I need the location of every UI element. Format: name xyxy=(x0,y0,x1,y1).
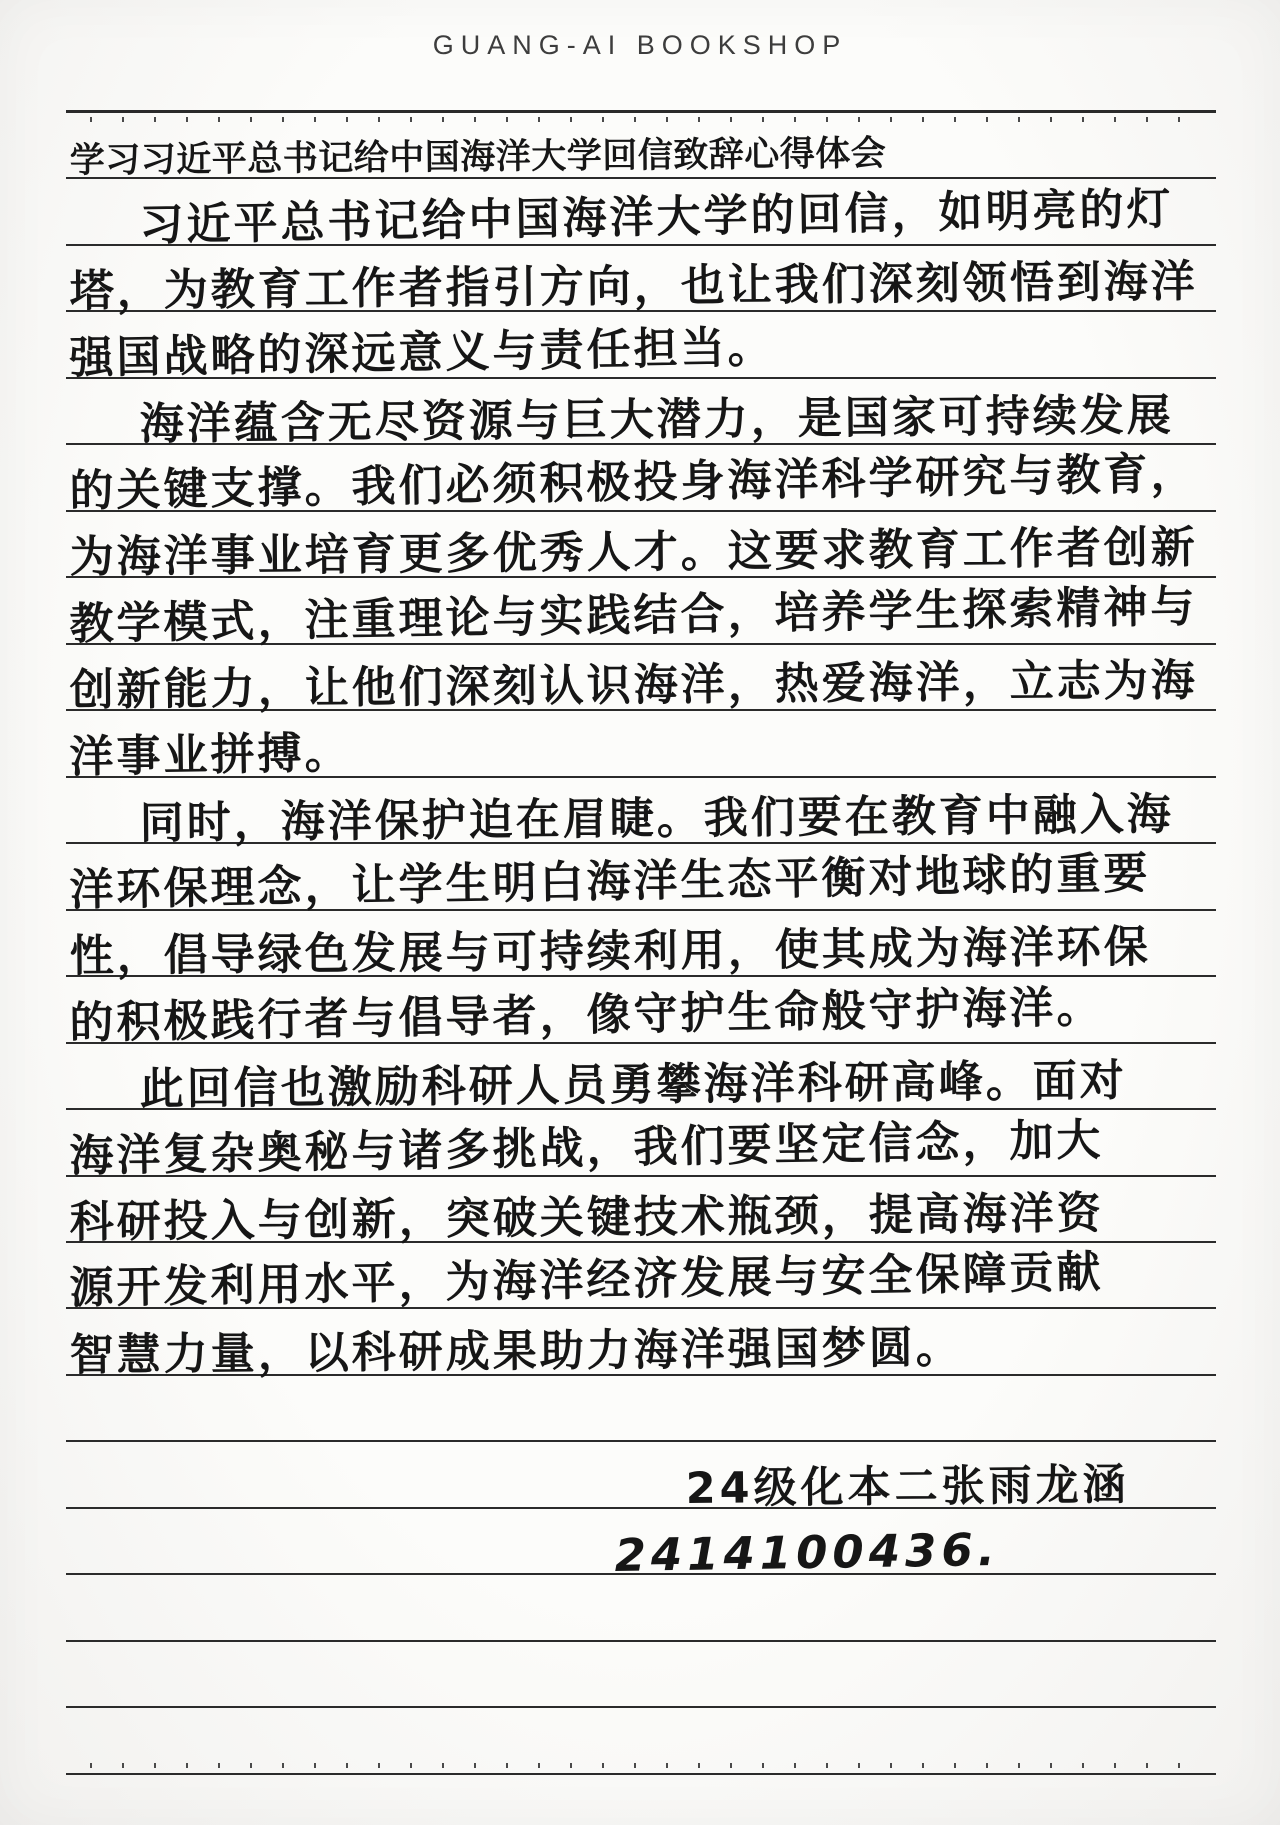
notebook-line xyxy=(66,1243,1216,1315)
notebook-lines xyxy=(66,113,1216,1775)
notebook-line xyxy=(66,1442,1216,1514)
ruled-sheet xyxy=(66,110,1216,1775)
student-id-text: 2414100436. xyxy=(613,1523,1000,1583)
handwritten-line-text: 海洋复杂奥秘与诸多挑战，我们要坚定信念，加大 xyxy=(69,1114,1104,1182)
bookshop-header-text: GUANG-AI BOOKSHOP xyxy=(432,30,848,60)
notebook-line xyxy=(66,911,1216,983)
handwritten-line-text: 性，倡导绿色发展与可持续利用，使其成为海洋环保 xyxy=(69,921,1151,983)
handwritten-line-text: 创新能力，让他们深刻认识海洋，热爱海洋，立志为海 xyxy=(69,655,1198,717)
notebook-line xyxy=(66,844,1216,916)
signature-text: 24级化本二张雨龙涵 xyxy=(685,1459,1130,1514)
handwritten-line-text: 海洋蕴含无尽资源与巨大潜力，是国家可持续发展 xyxy=(139,390,1174,451)
notebook-line xyxy=(66,379,1216,451)
notebook-line xyxy=(66,711,1216,783)
handwritten-line-text: 塔，为教育工作者指引方向，也让我们深刻领悟到海洋 xyxy=(69,256,1198,318)
notebook-line xyxy=(66,445,1216,517)
notebook-line xyxy=(66,645,1216,717)
notebook-line xyxy=(66,1177,1216,1248)
notebook-line xyxy=(66,512,1216,584)
handwritten-line-text: 的积极践行者与倡导者，像守护生命般守护海洋。 xyxy=(69,981,1104,1049)
handwritten-line-text: 强国战略的深远意义与责任担当。 xyxy=(69,321,775,384)
notebook-line xyxy=(66,778,1216,850)
handwritten-line-text: 智慧力量，以科研成果助力海洋强国梦圆。 xyxy=(69,1322,963,1381)
handwritten-line-text: 的关键支撑。我们必须积极投身海洋科学研究与教育， xyxy=(69,448,1198,517)
handwritten-line-text: 洋环保理念，让学生明白海洋生态平衡对地球的重要 xyxy=(69,847,1151,916)
handwritten-line-text: 科研投入与创新，突破关键技术瓶颈，提高海洋资 xyxy=(69,1187,1104,1248)
notebook-line xyxy=(66,1309,1216,1381)
notebook-line xyxy=(66,1376,1216,1442)
handwritten-line-text: 同时，海洋保护迫在眉睫。我们要在教育中融入海 xyxy=(139,789,1174,850)
handwritten-line-text: 为海洋事业培育更多优秀人才。这要求教育工作者创新 xyxy=(69,522,1198,584)
notebook-line xyxy=(66,246,1216,318)
essay-title-text: 学习习近平总书记给中国海洋大学回信致辞心得体会 xyxy=(69,134,887,182)
notebook-line xyxy=(66,1642,1216,1708)
notebook-line xyxy=(66,977,1216,1049)
handwritten-line-text: 教学模式，注重理论与实践结合，培养学生探索精神与 xyxy=(69,581,1198,650)
notebook-line xyxy=(66,179,1216,251)
handwritten-line-text: 习近平总书记给中国海洋大学的回信，如明亮的灯 xyxy=(139,183,1174,251)
notebook-line xyxy=(66,1110,1216,1182)
notebook-line xyxy=(66,1044,1216,1116)
handwritten-line-text: 洋事业拼搏。 xyxy=(69,727,352,783)
handwritten-line-text: 此回信也激励科研人员勇攀海洋科研高峰。面对 xyxy=(139,1055,1127,1116)
notebook-line xyxy=(66,578,1216,650)
notebook-line xyxy=(66,1575,1216,1641)
notebook-line xyxy=(66,113,1216,182)
bottom-ruler-ticks xyxy=(90,1763,1206,1770)
handwritten-line-text: 源开发利用水平，为海洋经济发展与安全保障贡献 xyxy=(69,1247,1104,1315)
notebook-line xyxy=(66,312,1216,384)
notebook-line xyxy=(66,1509,1216,1583)
